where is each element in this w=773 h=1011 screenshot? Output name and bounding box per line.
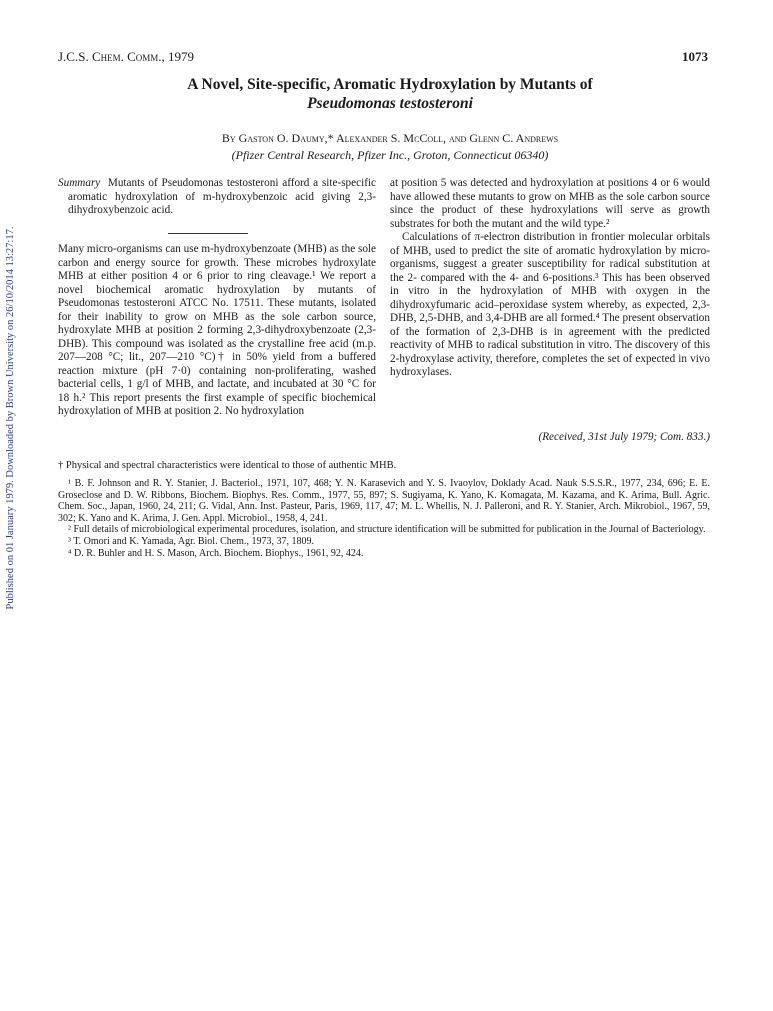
reference-3: ³ T. Omori and K. Yamada, Agr. Biol. Chem., 1973, 37, 1809. [68,535,314,547]
author-list: By Gaston O. Daumy,* Alexander S. McColl, and Glenn C. Andrews [221,131,559,145]
reference-list [58,478,710,559]
summary-label: Summary [58,177,101,189]
article-title: A Novel, Site-specific, Aromatic Hydroxylation by Mutants of [187,76,593,93]
received-date: (Received, 31st July 1979; Com. 833.) [538,431,710,443]
body-paragraph-3: Calculations of π-electron distribution in frontier molecular orbitals of MHB, used to predict the site of aromatic hydroxylation by micro-organisms, suggest a greater susceptibility for radical substitution at the 2- compared with the 4- and 6-positions.³ This has been observed in vitro in the hydroxylation of MHB with oxygen in the dihydroxyfumaric acid–peroxidase system whereby, as expected, 2,3-DHB, 2,5-DHB, and 3,4-DHB are all formed.⁴ The present observation of the formation of 2,3-DHB is in agreement with the predicted reactivity of MHB to radical substitution in vitro. The discovery of this 2-hydroxylase activity, therefore, completes the set of expected in vivo hydroxylases. [390,231,710,378]
summary-block [58,177,376,218]
journal-header: J.C.S. Chem. Comm., 1979 [58,49,195,64]
body-paragraph-2: at position 5 was detected and hydroxylation at positions 4 or 6 would have allowed these mutants to grow on MHB as the sole carbon source since the product of these hydroxylations will serve as growth substrates for both the mutant and the wild type.² [390,177,710,230]
affiliation: (Pfizer Central Research, Pfizer Inc., Groton, Connecticut 06340) [231,148,549,162]
body-paragraph-1: Many micro-organisms can use m-hydroxybenzoate (MHB) as the sole carbon and energy source for growth. These microbes hydroxylate MHB at either position 4 or 6 prior to ring cleavage.¹ We report a novel biochemical aromatic hydroxylation by mutants of Pseudomonas testosteroni ATCC No. 17511. These mutants, isolated for their inability to grow on MHB as the sole carbon source, hydroxylate MHB at position 2 forming 2,3-dihydroxybenzoate (2,3-DHB). This compound was isolated as the crystalline free acid (m.p. 207—208 °C; lit., 207—210 °C)† in 50% yield from a buffered reaction mixture (pH 7·0) containing non-proliferating, washed bacterial cells, 1 g/l of MHB, and lactate, and incubated at 30 °C for 18 h.² This report presents the first example of specific biochemical hydroxylation of MHB at position 2. No hydroxylation [58,243,376,417]
article-title-species: Pseudomonas testosteroni [307,95,473,112]
footnote-dagger-text: † Physical and spectral characteristics were identical to those of authentic MHB. [58,460,397,471]
page-number: 1073 [682,49,708,64]
summary-text: Mutants of Pseudomonas testosteroni afford a site-specific aromatic hydroxylation of m-hydroxybenzoic acid giving 2,3-dihydroxybenzoic acid. [68,177,376,216]
download-watermark: Published on 01 January 1979. Downloaded by Brown University on 26/10/2014 13:27:17. [5,226,16,610]
left-column-body [58,243,376,419]
summary-divider [168,233,248,234]
right-column-body [390,177,710,380]
reference-4: ⁴ D. R. Buhler and H. S. Mason, Arch. Biochem. Biophys., 1961, 92, 424. [68,547,364,559]
reference-2: ² Full details of microbiological experimental procedures, isolation, and structure identification will be submitted for publication in the Journal of Bacteriology. [68,524,706,536]
reference-1: ¹ B. F. Johnson and R. Y. Stanier, J. Bacteriol., 1971, 107, 468; Y. N. Karasevich and Y. S. Ivaoylov, Doklady Acad. Nauk S.S.S.R., 1977, 234, 696; E. E. Groseclose and D. W. Ribbons, Biochem. Biophys. Res. Comm., 1977, 55, 897; S. Sugiyama, K. Yano, K. Komagata, M. Kazama, and K. Arima, Bull. Agric. Chem. Soc., Japan, 1960, 24, 211; G. Vidal, Ann. Inst. Pasteur, Paris, 1969, 117, 47; M. L. Whellis, N. J. Palleroni, and R. Y. Stanier, Arch. Mikrobiol., 1967, 59, 302; K. Yano and K. Arima, J. Gen. Appl. Microbiol., 1958, 4, 241. [58,478,710,524]
footnote-dagger [58,460,710,472]
